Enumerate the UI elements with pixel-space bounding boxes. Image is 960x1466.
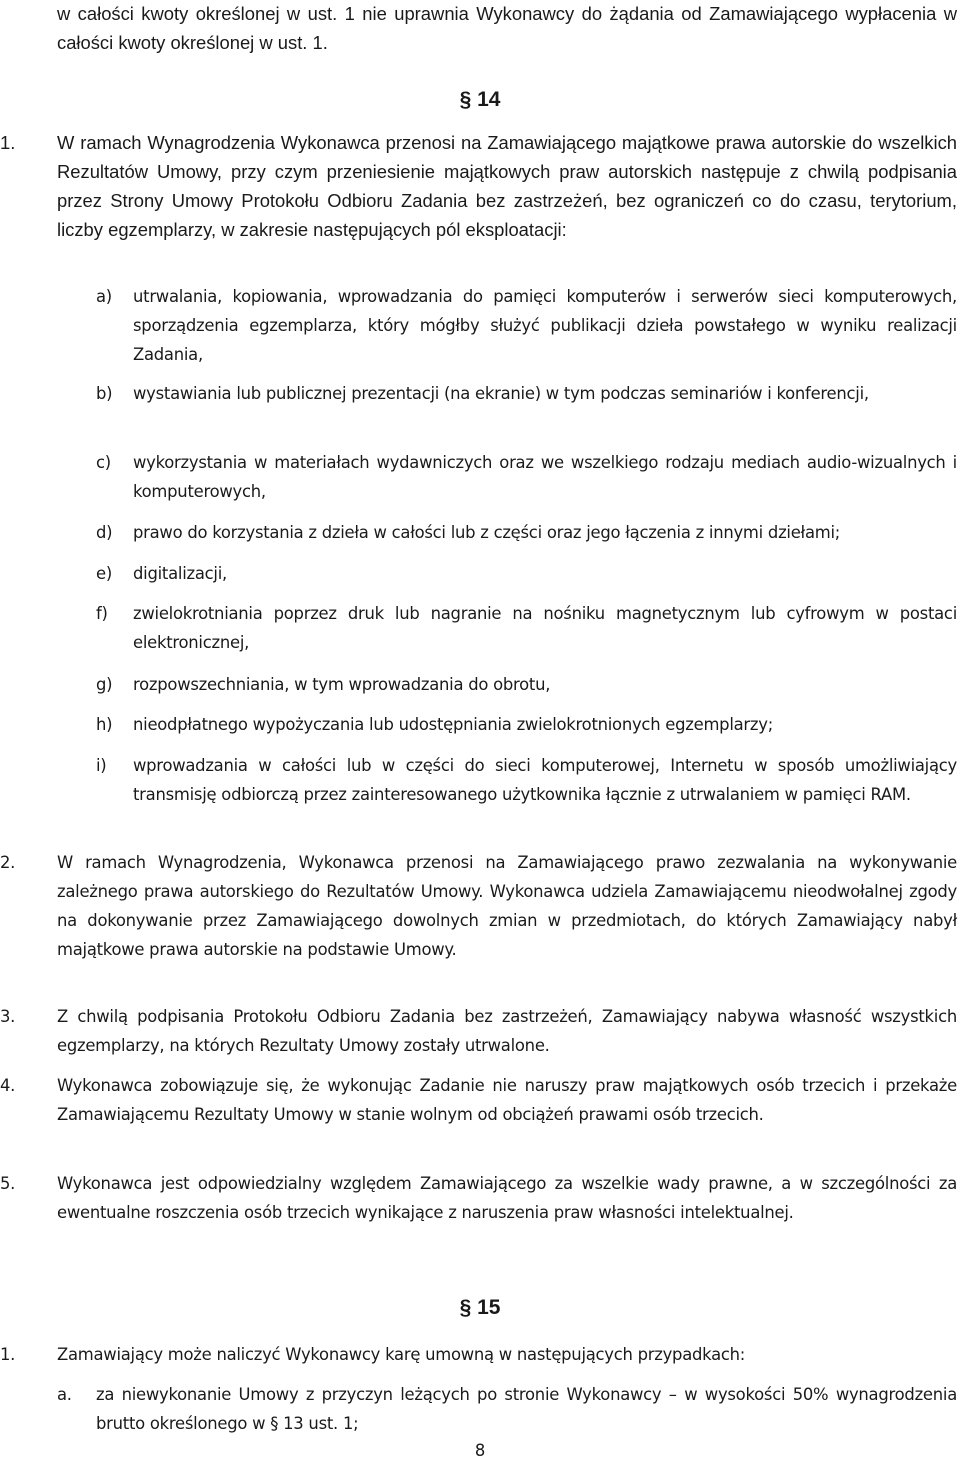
list-item-label: g) [96,675,113,694]
list-item-label: c) [96,453,111,472]
list-item-label: i) [96,756,107,775]
list-item-label: a) [96,287,112,306]
list-item-label: f) [96,604,108,623]
paragraph-number: 3. [0,1007,16,1026]
list-item-label: d) [96,523,113,542]
list-item-text: rozpowszechniania, w tym wprowadzania do obrotu, [133,675,551,694]
list-item-text: wprowadzania w całości lub w części do sieci komputerowej, Internetu w sposób umożliwiający transmisję odbiorczą przez zainteresowanego użytkownika łącznie z utrwalaniem w pamięci RAM. [133,756,957,804]
paragraph-number: 5. [0,1174,16,1193]
list-item-text: utrwalania, kopiowania, wprowadzania do pamięci komputerów i serwerów sieci komputerowych, sporządzenia egzemplarza, który mógłby służyć publikacji dzieła powstałego w wyniku realizacji Zadania, [133,287,957,364]
intro-paragraph: w całości kwoty określonej w ust. 1 nie uprawnia Wykonawcy do żądania od Zamawiającego wypłacenia w całości kwoty określonej w ust. 1. [57,3,957,53]
paragraph-5: Wykonawca jest odpowiedzialny względem Zamawiającego za wszelkie wady prawne, a w szczególności za ewentualne roszczenia osób trzecich wynikające z naruszenia praw własności intelektualnej. [57,1174,957,1222]
paragraph-2: W ramach Wynagrodzenia, Wykonawca przenosi na Zamawiającego prawo zezwalania na wykonywanie zależnego prawa autorskiego do Rezultatów Umowy. Wykonawca udziela Zamawiającemu nieodwołalnej zgody na dokonywanie przez Zamawiającego dowolnych zmian w przedmiotach, do których Zamawiający nabył majątkowe prawa autorskie na podstawie Umowy. [57,853,957,959]
list-item-label: b) [96,384,113,403]
list-item-text: wystawiania lub publicznej prezentacji (na ekranie) w tym podczas seminariów i konferencji, [133,384,869,403]
list-item-text: digitalizacji, [133,564,227,583]
paragraph-1-s15: Zamawiający może naliczyć Wykonawcy karę umowną w następujących przypadkach: [57,1345,746,1364]
paragraph-number: 2. [0,853,16,872]
list-item-label: a. [57,1385,72,1404]
paragraph-number: 1. [0,132,16,153]
paragraph-1: W ramach Wynagrodzenia Wykonawca przenosi na Zamawiającego majątkowe prawa autorskie do wszelkich Rezultatów Umowy, przy czym przeniesienie majątkowych praw autorskich następuje z chwilą podpisania przez Strony Umowy Protokołu Odbioru Zadania bez zastrzeżeń, bez ograniczeń co do czasu, terytorium, liczby egzemplarzy, w zakresie następujących pól eksploatacji: [57,132,957,240]
list-item-text: wykorzystania w materiałach wydawniczych oraz we wszelkiego rodzaju mediach audio-wizualnych i komputerowych, [133,453,957,501]
section-heading-15: § 15 [459,1296,501,1319]
list-item-text: za niewykonanie Umowy z przyczyn leżących po stronie Wykonawcy – w wysokości 50% wynagrodzenia brutto określonego w § 13 ust. 1; [96,1385,957,1433]
list-item-text: prawo do korzystania z dzieła w całości lub z części oraz jego łączenia z innymi dziełami; [133,523,841,542]
page-number: 8 [474,1441,486,1460]
paragraph-number: 1. [0,1345,16,1364]
paragraph-number: 4. [0,1076,16,1095]
list-item-text: nieodpłatnego wypożyczania lub udostępniania zwielokrotnionych egzemplarzy; [133,715,773,734]
paragraph-4: Wykonawca zobowiązuje się, że wykonując Zadanie nie naruszy praw majątkowych osób trzecich i przekaże Zamawiającemu Rezultaty Umowy w stanie wolnym od obciążeń prawami osób trzecich. [57,1076,957,1124]
list-item-label: e) [96,564,112,583]
paragraph-3: Z chwilą podpisania Protokołu Odbioru Zadania bez zastrzeżeń, Zamawiający nabywa własność wszystkich egzemplarzy, na których Rezultaty Umowy zostały utrwalone. [57,1007,957,1055]
section-heading-14: § 14 [459,88,501,111]
list-item-label: h) [96,715,113,734]
list-item-text: zwielokrotniania poprzez druk lub nagranie na nośniku magnetycznym lub cyfrowym w postaci elektronicznej, [133,604,957,652]
